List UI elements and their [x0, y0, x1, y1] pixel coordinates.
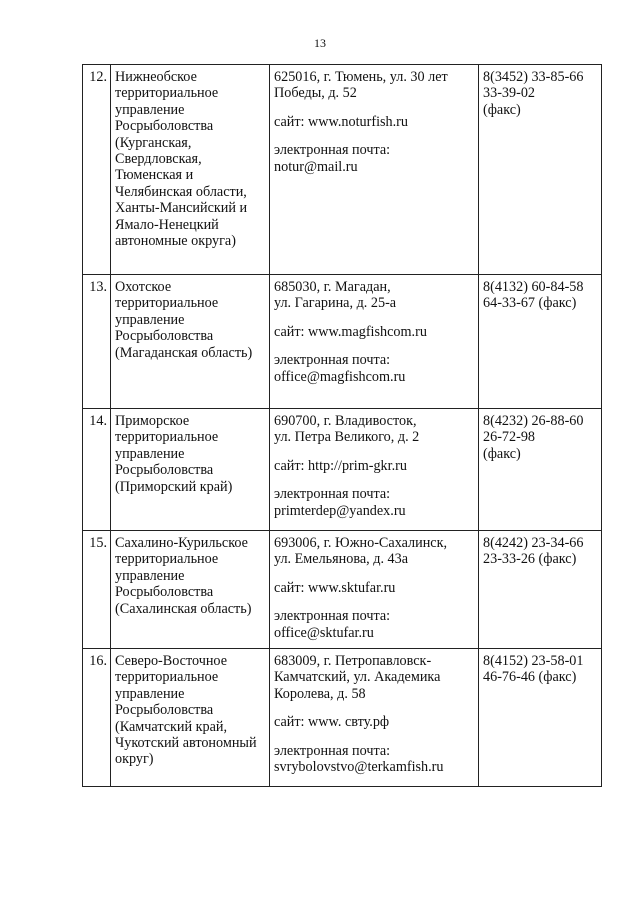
row-number: 12.: [83, 65, 111, 275]
name-line: (Сахалинская область): [115, 600, 252, 617]
address-line: Победы, д. 52: [274, 85, 357, 102]
organization-name: [111, 409, 270, 531]
phone-line: 64-33-67 (факс): [483, 295, 577, 312]
name-line: Росрыболовства: [115, 118, 214, 135]
organization-name: [111, 649, 270, 787]
email-address: office@magfishcom.ru: [274, 368, 406, 385]
phone-line: 23-33-26 (факс): [483, 551, 577, 568]
name-line: Ямало-Ненецкий: [115, 216, 219, 233]
name-line: территориальное: [115, 85, 219, 102]
name-line: Ханты-Мансийский и: [115, 200, 248, 217]
phone-line: 33-39-02: [483, 85, 536, 102]
name-line: управление: [115, 567, 185, 584]
organization-name: [111, 275, 270, 409]
organization-name: [111, 65, 270, 275]
name-line: Росрыболовства: [115, 584, 214, 601]
name-line: (Приморский край): [115, 478, 233, 495]
table-row: [83, 649, 602, 787]
name-line: автономные округа): [115, 233, 236, 250]
website: сайт: www.sktufar.ru: [274, 579, 396, 596]
address-line: 685030, г. Магадан,: [274, 279, 391, 295]
name-line: Охотское: [115, 279, 172, 295]
name-line: Приморское: [115, 413, 190, 429]
name-line: территориальное: [115, 551, 219, 568]
row-number: 13.: [83, 275, 111, 409]
contact-info: [270, 649, 479, 787]
website: сайт: www. свту.рф: [274, 714, 390, 731]
address-line: 683009, г. Петропавловск-: [274, 653, 432, 669]
name-line: (Камчатский край,: [115, 718, 228, 735]
contact-info: [270, 531, 479, 649]
table-row: [83, 531, 602, 649]
name-line: управление: [115, 101, 185, 118]
address-line: Королева, д. 58: [274, 685, 366, 702]
email-label: электронная почта:: [274, 486, 391, 503]
address-line: ул. Гагарина, д. 25-а: [274, 295, 397, 312]
row-number: 16.: [83, 649, 111, 787]
phone-info: [479, 275, 602, 409]
name-line: Росрыболовства: [115, 462, 214, 479]
name-line: Сахалино-Курильское: [115, 535, 248, 551]
name-line: Чукотский автономный: [115, 735, 257, 752]
contact-info: [270, 65, 479, 275]
name-line: Челябинская области,: [115, 183, 247, 200]
name-line: управление: [115, 445, 185, 462]
phone-line: (факс): [483, 445, 521, 462]
organization-name: [111, 531, 270, 649]
phone-line: (факс): [483, 101, 521, 118]
address-line: 690700, г. Владивосток,: [274, 413, 417, 429]
name-line: (Магаданская область): [115, 344, 253, 361]
name-line: территориальное: [115, 295, 219, 312]
name-line: управление: [115, 685, 185, 702]
email-label: электронная почта:: [274, 742, 391, 759]
row-number: 14.: [83, 409, 111, 531]
phone-info: [479, 649, 602, 787]
phone-line: 46-76-46 (факс): [483, 669, 577, 686]
table-row: [83, 65, 602, 275]
name-line: Свердловская,: [115, 151, 202, 168]
name-line: округ): [115, 751, 154, 768]
website: сайт: http://prim-gkr.ru: [274, 457, 407, 474]
email-address: svrybolovstvo@terkamfish.ru: [274, 759, 444, 776]
name-line: (Курганская,: [115, 134, 192, 151]
phone-info: [479, 531, 602, 649]
email-label: электронная почта:: [274, 608, 391, 625]
directory-table: [82, 64, 602, 787]
name-line: управление: [115, 311, 185, 328]
table-row: [83, 275, 602, 409]
name-line: территориальное: [115, 429, 219, 446]
phone-line: 8(4132) 60-84-58: [483, 279, 584, 295]
address-line: 625016, г. Тюмень, ул. 30 лет: [274, 69, 448, 85]
website: сайт: www.noturfish.ru: [274, 113, 409, 130]
row-number: 15.: [83, 531, 111, 649]
address-line: 693006, г. Южно-Сахалинск,: [274, 535, 448, 551]
address-line: Камчатский, ул. Академика: [274, 669, 441, 686]
email-address: notur@mail.ru: [274, 158, 358, 175]
phone-line: 8(4242) 23-34-66: [483, 535, 584, 551]
phone-line: 26-72-98: [483, 429, 536, 446]
phone-info: [479, 65, 602, 275]
name-line: Северо-Восточное: [115, 653, 227, 669]
name-line: Росрыболовства: [115, 328, 214, 345]
email-address: primterdep@yandex.ru: [274, 502, 406, 519]
phone-line: 8(4232) 26-88-60: [483, 413, 584, 429]
phone-info: [479, 409, 602, 531]
address-line: ул. Емельянова, д. 43а: [274, 551, 409, 568]
email-address: office@sktufar.ru: [274, 624, 374, 641]
email-label: электронная почта:: [274, 142, 391, 159]
contact-info: [270, 409, 479, 531]
email-label: электронная почта:: [274, 352, 391, 369]
table-row: [83, 409, 602, 531]
website: сайт: www.magfishcom.ru: [274, 323, 427, 340]
name-line: Росрыболовства: [115, 702, 214, 719]
address-line: ул. Петра Великого, д. 2: [274, 429, 420, 446]
phone-line: 8(3452) 33-85-66: [483, 69, 584, 85]
name-line: Тюменская и: [115, 167, 194, 184]
page-number: 13: [314, 36, 326, 50]
phone-line: 8(4152) 23-58-01: [483, 653, 584, 669]
contact-info: [270, 275, 479, 409]
name-line: территориальное: [115, 669, 219, 686]
name-line: Нижнеобское: [115, 69, 197, 85]
